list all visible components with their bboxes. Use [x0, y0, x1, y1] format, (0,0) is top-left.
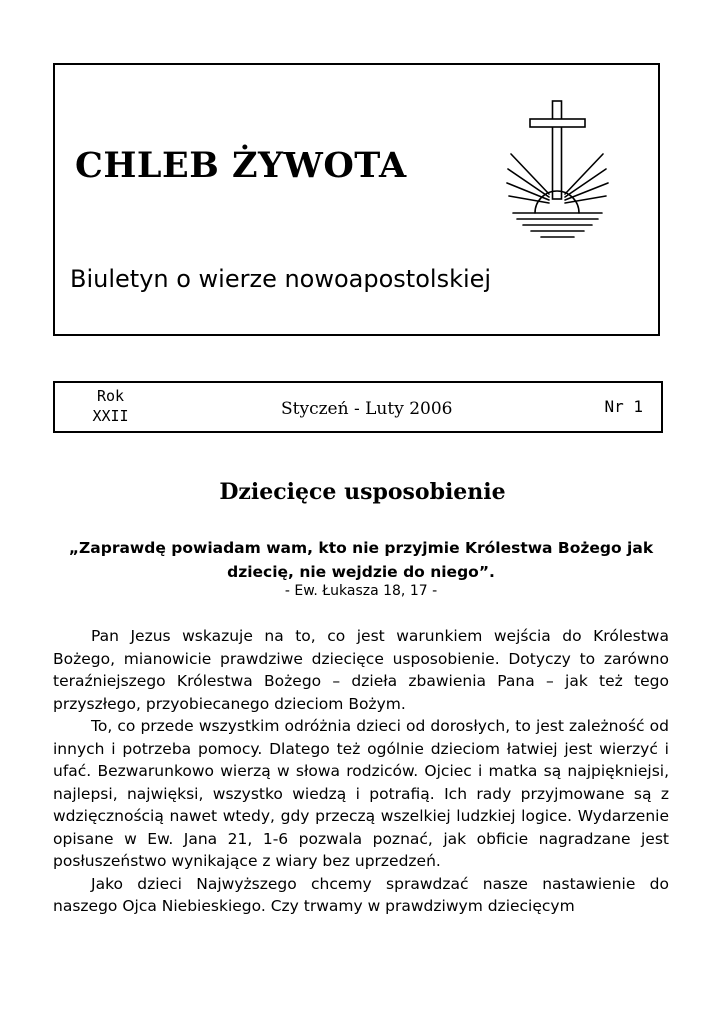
issue-year-label: Rok	[96, 387, 125, 405]
issue-date: Styczeń - Luty 2006	[281, 399, 453, 419]
body-paragraph: Jako dzieci Najwyższego chcemy sprawdzać nasze nastawienie do naszego Ojca Niebieskiego. Czy trwamy w prawdziwym dziecięcym	[53, 874, 669, 915]
body-paragraph: To, co przede wszystkim odróżnia dzieci od dorosłych, to jest zależność od innych i potrzeba pomocy. Dlatego też ogólnie dzieciom łatwiej jest wierzyć i ufać. Bezwarunkowo wierzą w słowa rodziców. Ojciec i matka są najpiękniejsi, najlepsi, najwięksi, wszystko wiedzą i potrafią. Ich rady przyjmowane są z wdzięcznością nawet wtedy, gdy przeczą wszelkiej ludzkiej logice. Wydarzenie opisane w Ew. Jana 21, 1-6 pozwala poznać, jak obficie nagradzane jest posłuszeństwo wynikające z wiary bez uprzedzeń.	[53, 717, 669, 870]
article-title: Dziecięce usposobienie	[219, 479, 506, 505]
quote-source: - Ew. Łukasza 18, 17 -	[284, 583, 438, 599]
article-body	[53, 625, 669, 918]
issue-year-value: XXII	[92, 407, 129, 425]
issue-number: Nr 1	[604, 397, 643, 416]
issue-year	[83, 386, 138, 426]
issue-info-bar	[53, 381, 663, 433]
bible-quote: „Zaprawdę powiadam wam, kto nie przyjmie Królestwa Bożego jak dziecię, nie wejdzie do niego”.	[68, 539, 654, 581]
body-paragraph: Pan Jezus wskazuje na to, co jest warunkiem wejścia do Królestwa Bożego, mianowicie prawdziwe dziecięce usposobienie. Dotyczy to zarówno teraźniejszego Królestwa Bożego – dzieła zbawienia Pana – jak też tego przyszłego, przyobiecanego dzieciom Bożym.	[53, 627, 669, 713]
cross-rising-sun-icon	[505, 95, 610, 240]
masthead-title: CHLEB ŻYWOTA	[75, 145, 407, 186]
masthead-subtitle: Biuletyn o wierze nowoapostolskiej	[70, 265, 492, 293]
masthead	[53, 63, 660, 336]
